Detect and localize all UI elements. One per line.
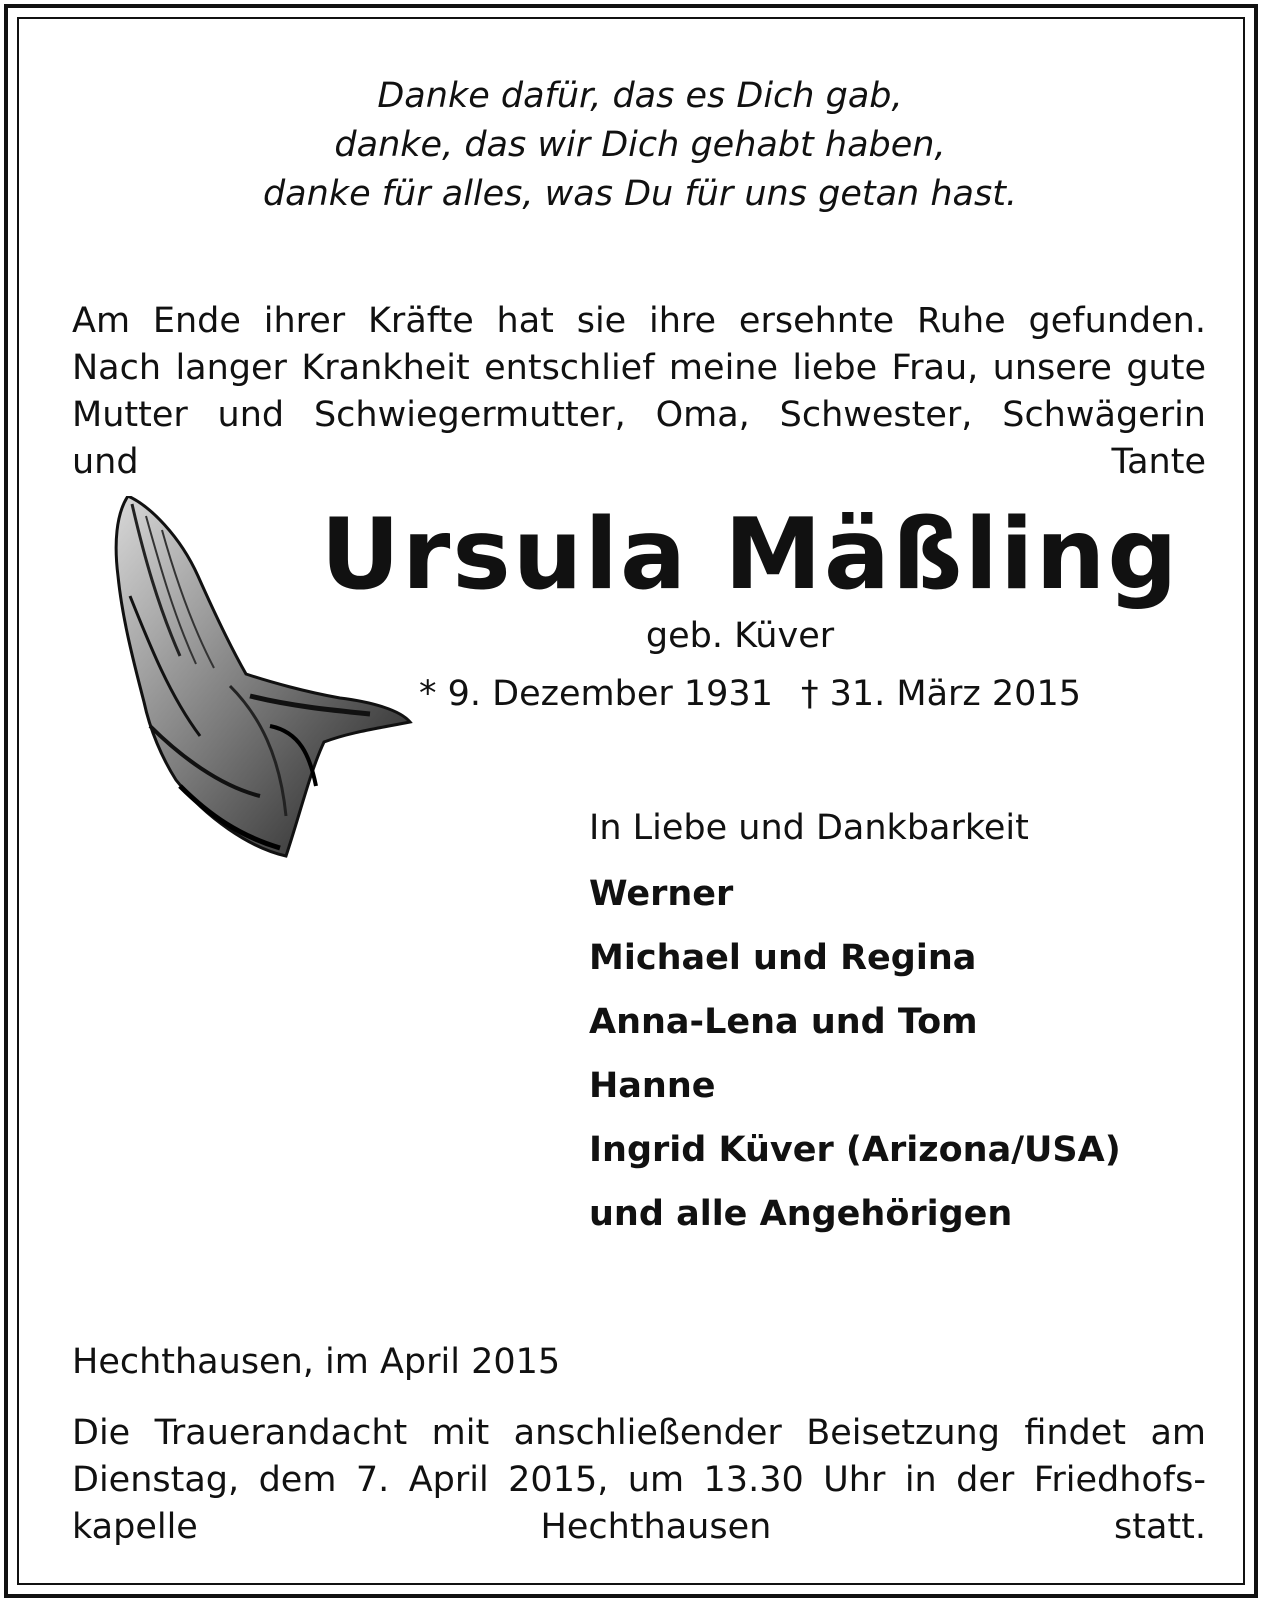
mourner-name: Hanne [589,1066,716,1106]
intro-line: Am Ende ihrer Kräfte hat sie ihre ersehnte Ruhe gefunden. [72,301,1206,341]
death-date: † 31. März 2015 [800,674,1081,714]
intro-line: Mutter und Schwiegermutter, Oma, Schwester, Schwägerin [72,395,1206,435]
notice-line: Die Trauerandacht mit anschließender Beisetzung findet am [72,1413,1206,1453]
intro-paragraph [72,298,1206,486]
birth-date: * 9. Dezember 1931 [419,674,773,714]
notice-line: kapelle Hechthausen statt. [72,1507,1206,1547]
birth-name: geb. Küver [645,616,835,656]
motto-verse [0,72,1280,219]
place-date: Hechthausen, im April 2015 [72,1342,561,1382]
life-dates [400,672,1100,716]
notice-line: Dienstag, dem 7. April 2015, um 13.30 Uhr in der Friedhofs- [72,1460,1206,1500]
motto-line: danke, das wir Dich gehabt haben, [334,125,946,165]
mourners-list [589,872,1121,1256]
deceased-name: Ursula Mäßling [320,498,1180,612]
mourner-name: Ingrid Küver (Arizona/USA) [589,1130,1121,1170]
mourner-name: Werner [589,874,734,914]
motto-line: danke für alles, was Du für uns getan hast. [262,174,1018,214]
intro-line: und Tante [72,442,1206,482]
motto-line: Danke dafür, das es Dich gab, [377,76,903,116]
mourner-name: Michael und Regina [589,938,977,978]
service-notice [72,1410,1206,1551]
intro-line: Nach langer Krankheit entschlief meine liebe Frau, unsere gute [72,348,1206,388]
mourners-intro: In Liebe und Dankbarkeit [589,808,1029,848]
mourner-name: Anna-Lena und Tom [589,1002,978,1042]
mourner-name: und alle Angehörigen [589,1194,1013,1234]
